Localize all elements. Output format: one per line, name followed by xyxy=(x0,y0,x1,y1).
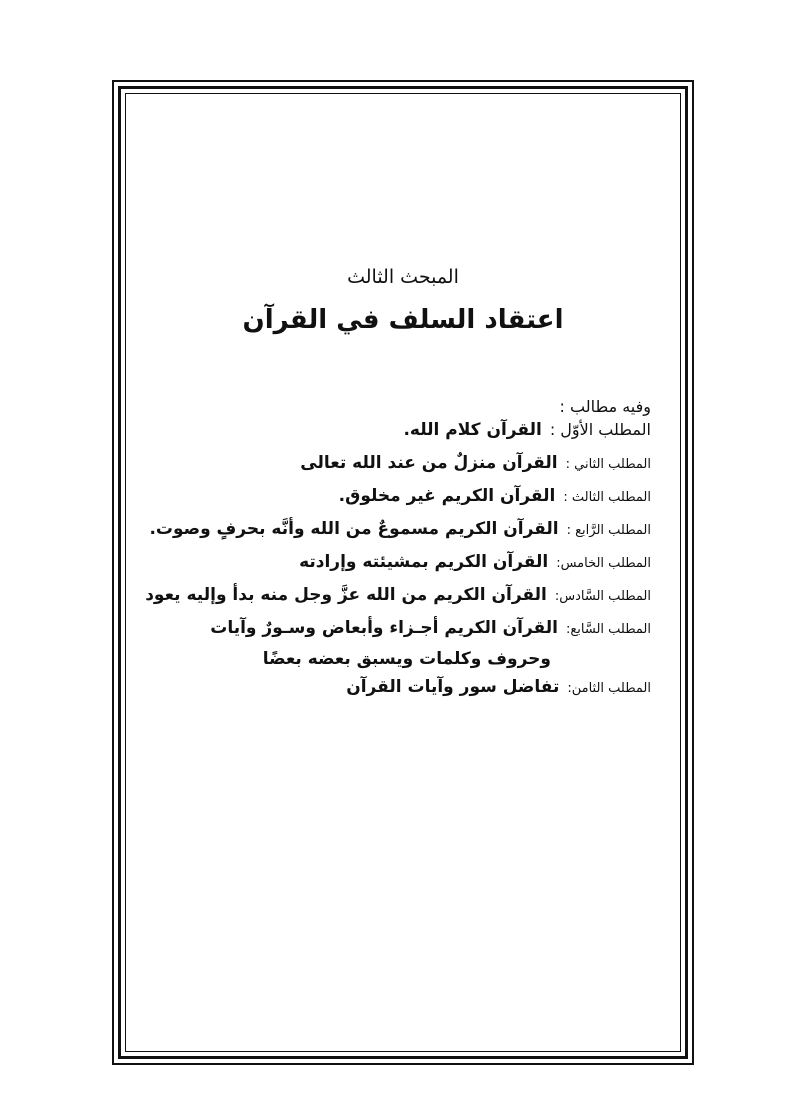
toc-item-2 xyxy=(131,453,651,486)
toc-item-label: المطلب الثاني : xyxy=(565,457,651,472)
toc-item-title: القرآن الكريم من الله عزَّ وجل منه بدأ وإليه يعود xyxy=(145,585,547,605)
toc-item-title: تفاضل سور وآيات القرآن xyxy=(346,677,560,697)
toc-item-label: المطلب الثامن: xyxy=(567,681,651,696)
toc-item-4 xyxy=(131,519,651,552)
toc-item-5 xyxy=(131,552,651,585)
toc-item-label: المطلب السَّادس: xyxy=(554,589,651,604)
toc-intro: وفيه مطالب : xyxy=(559,397,651,416)
toc-item-label: المطلب الثالث : xyxy=(563,490,651,505)
section-subtitle: المبحث الثالث xyxy=(347,266,459,288)
toc-item-label: المطلب السَّابع: xyxy=(565,622,651,637)
toc-item-7-continuation: وحروف وكلمات ويسبق بعضه بعضًا xyxy=(262,649,551,669)
toc-item-8 xyxy=(131,677,651,710)
toc-item-title: القرآن كلام الله. xyxy=(403,420,542,440)
toc-item-title: القرآن الكريم أجـزاء وأبعاض وسـورٌ وآيات xyxy=(210,618,558,638)
toc-item-6 xyxy=(131,585,651,618)
toc-item-3 xyxy=(131,486,651,519)
toc-item-title: القرآن الكريم بمشيئته وإرادته xyxy=(299,552,549,572)
section-title: اعتقاد السلف في القرآن xyxy=(242,305,564,335)
toc-item-title: القرآن منزلٌ من عند الله تعالى xyxy=(300,453,558,473)
table-of-contents xyxy=(131,394,651,710)
toc-item-label: المطلب الأوّل : xyxy=(549,420,651,439)
toc-item-label: المطلب الخامس: xyxy=(556,556,651,571)
toc-item-title: القرآن الكريم غير مخلوق. xyxy=(338,486,556,506)
toc-item-label: المطلب الرَّابع : xyxy=(566,523,651,538)
toc-item-1 xyxy=(131,420,651,453)
toc-item-title: القرآن الكريم مسموعٌ من الله وأنَّه بحرفٍ وصوت. xyxy=(149,519,559,539)
